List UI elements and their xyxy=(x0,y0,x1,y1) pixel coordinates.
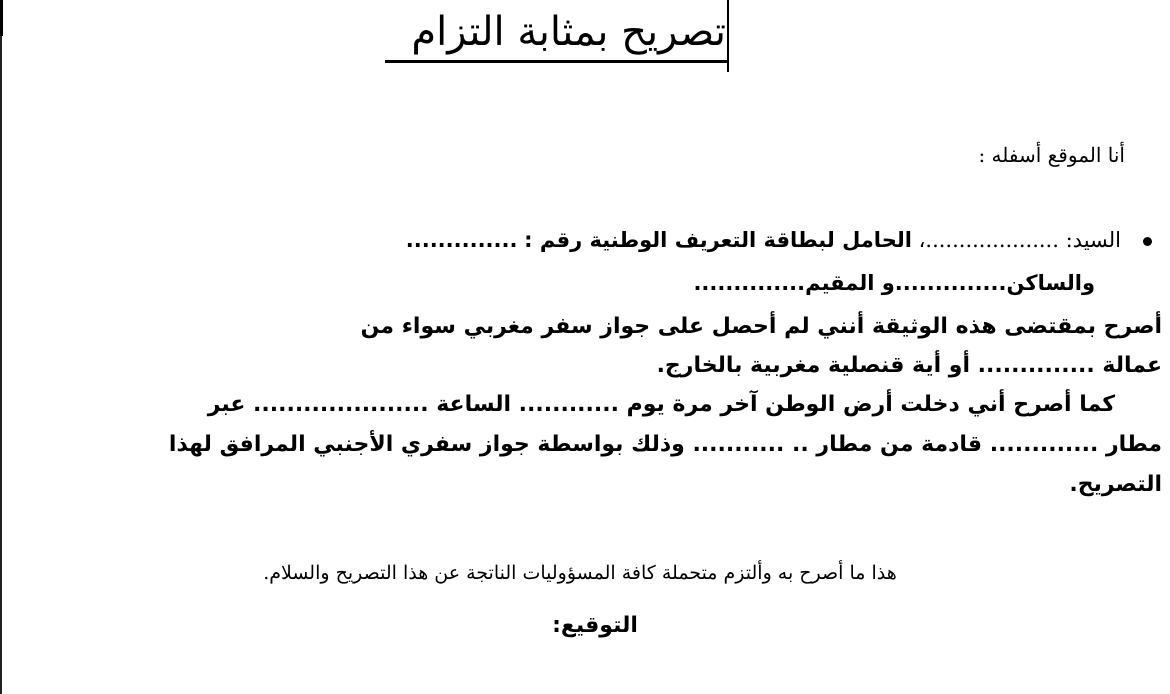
signature-label: التوقيع: xyxy=(552,613,638,638)
document-title: تصريح بمثابة التزام xyxy=(411,9,726,55)
id-card-value-field[interactable]: .............. xyxy=(405,228,518,252)
title-underline xyxy=(385,60,728,63)
identity-line xyxy=(406,222,1160,258)
bullet-icon xyxy=(1143,237,1152,246)
closing-text: هذا ما أصرح به وألتزم متحملة كافة المسؤوليات الناتجة عن هذا التصريح والسلام. xyxy=(263,562,897,584)
intro-text: أنا الموقع أسفله : xyxy=(978,143,1125,167)
declaration-paragraph-line-4: مطار ............. قادمة من مطار .. ........... وذلك بواسطة جواز سفري الأجنبي المرافق لهذا xyxy=(168,432,1162,457)
page-left-border-top xyxy=(0,0,3,36)
closing-statement xyxy=(0,555,1170,591)
declaration-paragraph-line-2: عمالة .............. أو أية قنصلية مغربية بالخارج. xyxy=(656,353,1162,378)
residence-line: والساكن..............و المقيم.............. xyxy=(693,271,1095,295)
declaration-paragraph-line-3: كما أصرح أني دخلت أرض الوطن آخر مرة يوم ............ الساعة ..................... عبر xyxy=(207,392,1115,417)
declaration-paragraph-line-5: التصريح. xyxy=(1069,472,1162,497)
mr-value-field[interactable]: ....................، xyxy=(918,228,1059,252)
mr-label: السيد: xyxy=(1065,228,1121,252)
id-card-label: الحامل لبطاقة التعريف الوطنية رقم : xyxy=(524,228,912,252)
signature-block xyxy=(0,606,1170,646)
declaration-paragraph-line-1: أصرح بمقتضى هذه الوثيقة أنني لم أحصل على جواز سفر مغربي سواء من xyxy=(360,314,1162,339)
